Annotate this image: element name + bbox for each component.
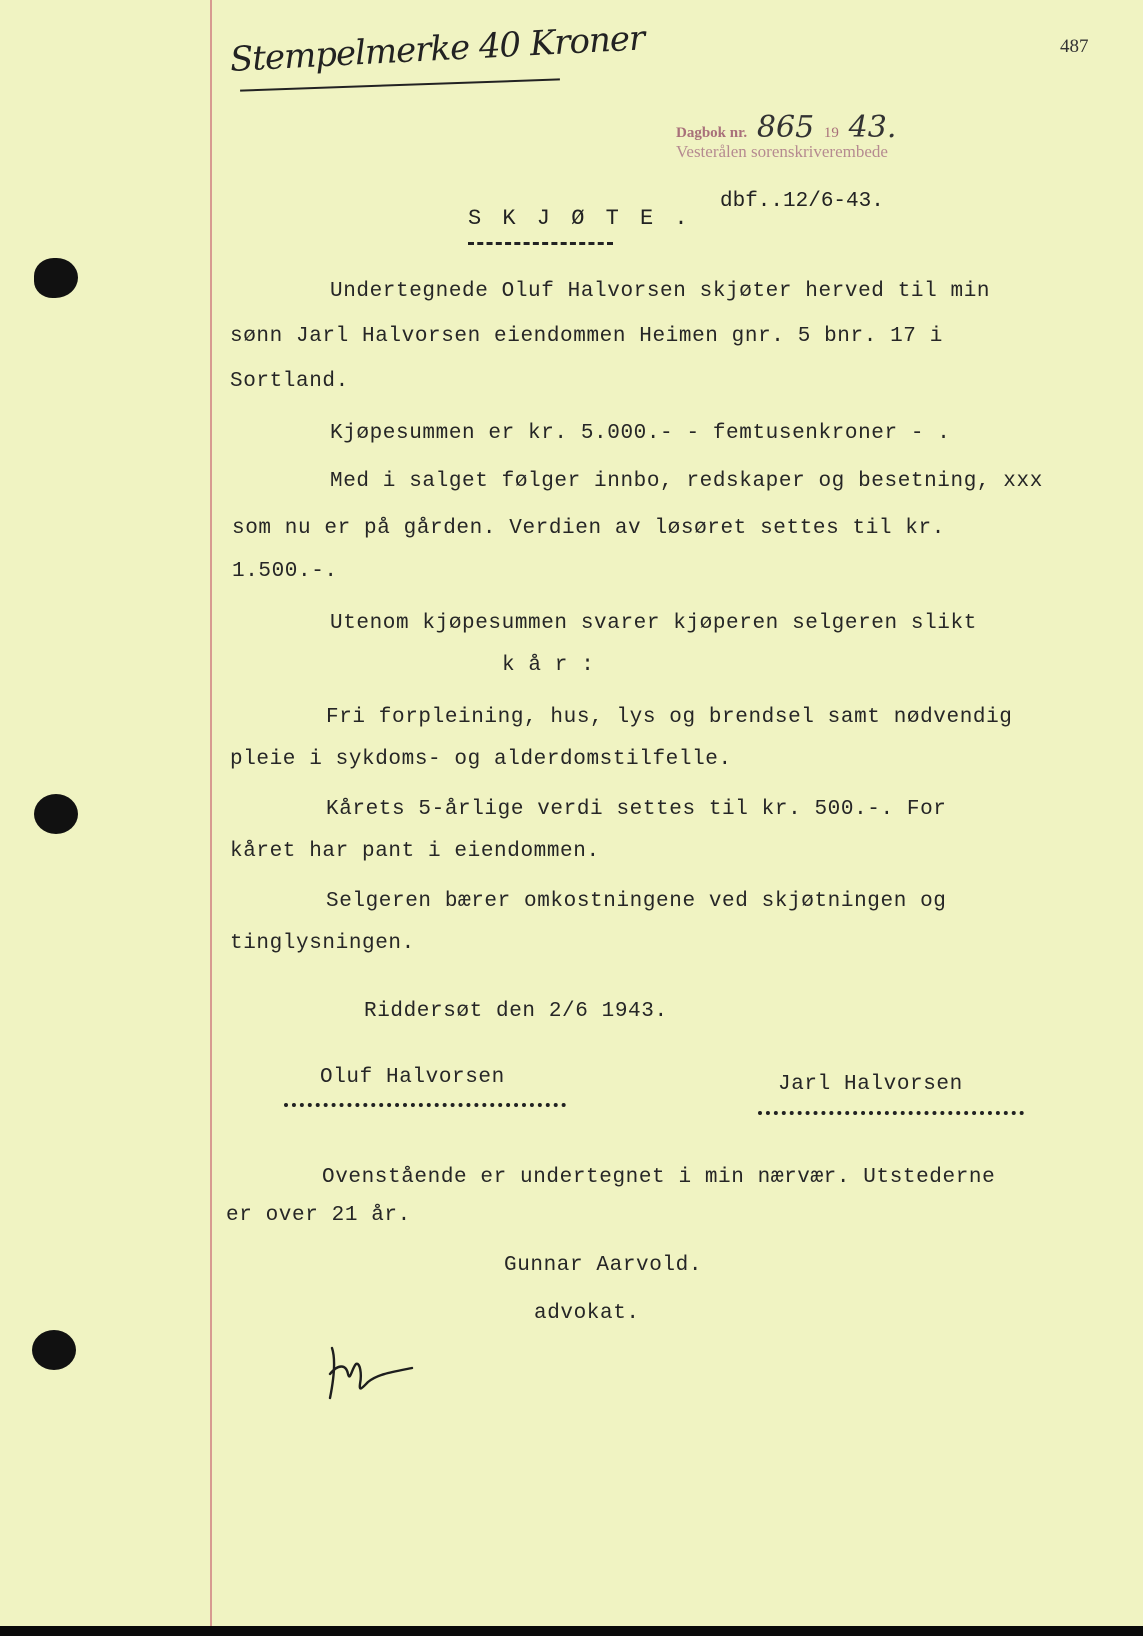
signatory-name-oluf: Oluf Halvorsen	[320, 1066, 505, 1089]
text-line: Ovenstående er undertegnet i min nærvær. Utstederne	[322, 1166, 996, 1189]
signatory-name-jarl: Jarl Halvorsen	[778, 1073, 963, 1096]
text-line: Sortland.	[230, 370, 349, 393]
document-title: S K J Ø T E .	[468, 206, 692, 231]
scan-edge	[0, 1626, 1143, 1636]
dagbok-label: Dagbok nr.	[676, 125, 748, 141]
registration-date: dbf..12/6-43.	[720, 190, 884, 213]
handwritten-initials-signature	[326, 1338, 416, 1408]
text-line: Undertegnede Oluf Halvorsen skjøter herved til min	[330, 280, 991, 303]
text-line: k å r :	[502, 654, 595, 677]
text-line: sønn Jarl Halvorsen eiendommen Heimen gnr. 5 bnr. 17 i	[230, 325, 943, 348]
text-line: Med i salget følger innbo, redskaper og besetning, xxx	[330, 470, 1043, 493]
stamp-note-handwritten: Stempelmerke 40 Kroner	[228, 18, 646, 80]
text-line: som nu er på gården. Verdien av løsøret settes til kr.	[232, 517, 945, 540]
punch-hole	[34, 258, 78, 298]
text-line: Kjøpesummen er kr. 5.000.- - femtusenkroner - .	[330, 422, 951, 445]
punch-hole	[32, 1330, 76, 1370]
page-number: 487	[1060, 36, 1089, 57]
text-line: tinglysningen.	[230, 932, 415, 955]
dagbok-year-prefix: 19	[823, 125, 839, 141]
text-line: pleie i sykdoms- og alderdomstilfelle.	[230, 748, 732, 771]
text-line: Selgeren bærer omkostningene ved skjøtningen og	[326, 890, 947, 913]
witness-name: Gunnar Aarvold.	[504, 1254, 703, 1277]
stamp-note-underline	[240, 78, 560, 91]
dagbok-number: 865	[756, 110, 815, 145]
margin-line	[210, 0, 212, 1626]
text-line: 1.500.-.	[232, 560, 338, 583]
text-line: Utenom kjøpesummen svarer kjøperen selgeren slikt	[330, 612, 977, 635]
text-line: Riddersøt den 2/6 1943.	[364, 1000, 668, 1023]
punch-hole	[34, 794, 78, 834]
dagbok-year: 43.	[848, 110, 897, 145]
dagbok-stamp	[676, 110, 902, 145]
signature-line-dots	[284, 1103, 566, 1107]
text-line: er over 21 år.	[226, 1204, 411, 1227]
text-line: kåret har pant i eiendommen.	[230, 840, 600, 863]
text-line: Kårets 5-årlige verdi settes til kr. 500.-. For	[326, 798, 947, 821]
text-line: Fri forpleining, hus, lys og brendsel samt nødvendig	[326, 706, 1013, 729]
office-stamp: Vesterålen sorenskriverembede	[676, 142, 888, 161]
signature-line-dots	[758, 1111, 1024, 1115]
title-underline	[468, 242, 613, 245]
witness-title: advokat.	[534, 1302, 640, 1325]
